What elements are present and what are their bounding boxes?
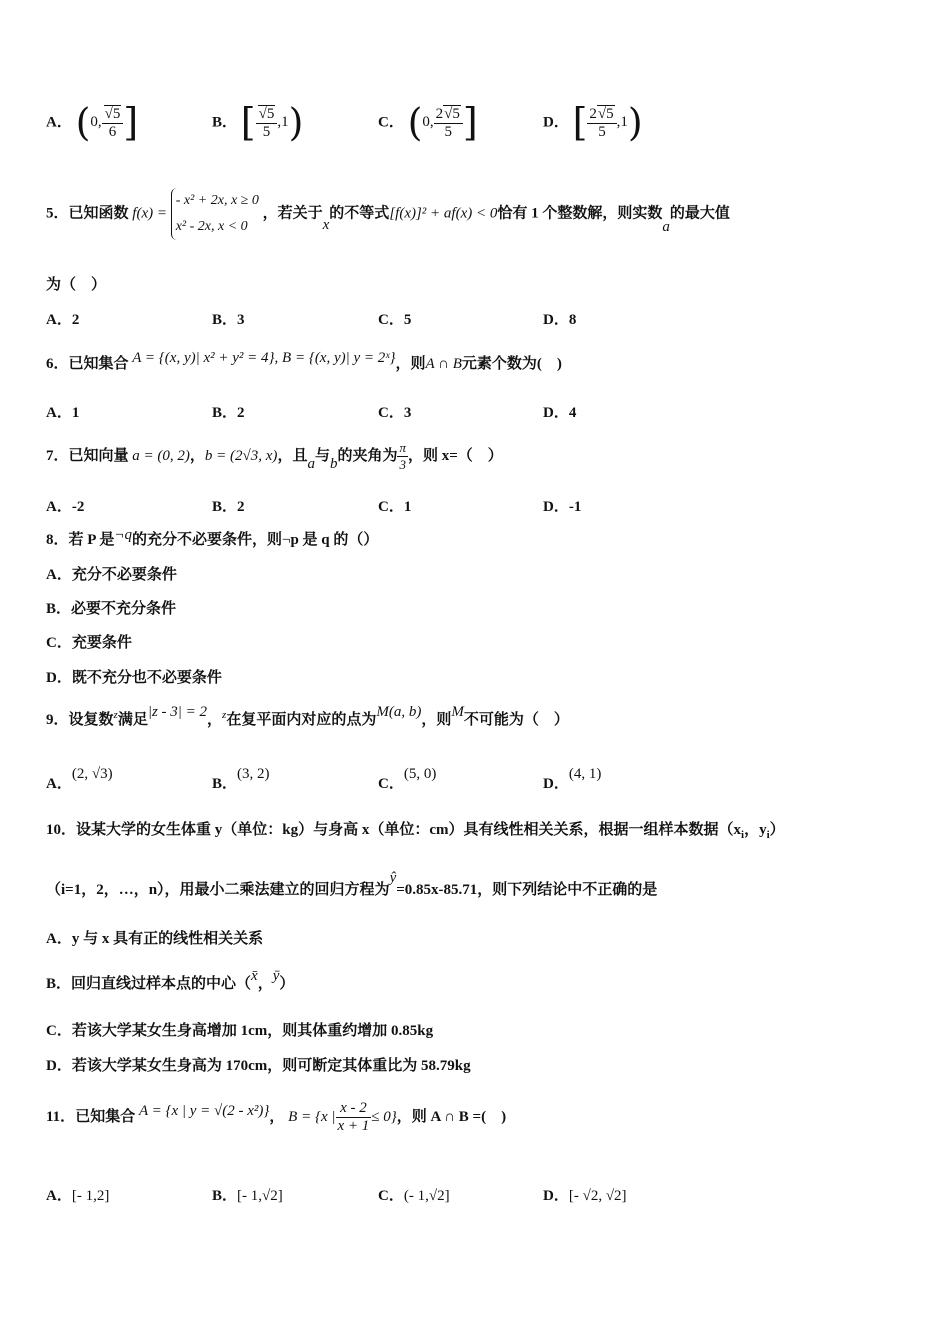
option-label: B． bbox=[212, 312, 238, 328]
q6-stem bbox=[46, 352, 562, 373]
q10-subscript: i bbox=[766, 829, 770, 841]
q8-option-c[interactable] bbox=[46, 631, 132, 652]
q11-fraction bbox=[336, 1100, 372, 1135]
q7-option-d[interactable] bbox=[543, 495, 581, 516]
option-label: A． bbox=[46, 405, 72, 421]
q11-frac-den: x + 1 bbox=[337, 1118, 370, 1134]
q6-option-a[interactable] bbox=[46, 401, 79, 422]
q5-text: 的最大值 bbox=[669, 205, 730, 222]
question-number: 7． bbox=[46, 447, 69, 464]
q10-yhat: ŷ bbox=[389, 870, 397, 886]
option-label: A． bbox=[46, 114, 72, 131]
q4-option-b-math: [ $\frac{√5}{5}$ ,1) bbox=[240, 101, 304, 145]
q10-text: 设某大学的女生体重 y（单位：kg）与身高 x（单位：cm）具有线性相关关系，根据一组样本数据（x bbox=[76, 822, 742, 838]
option-label: D． bbox=[543, 499, 569, 515]
q9-text: 不可能为（ ） bbox=[463, 712, 569, 728]
option-text: B．回归直线过样本点的中心（ bbox=[46, 976, 252, 992]
q4-option-c-math: (0, $\frac{2√5}{5}$ ] bbox=[407, 101, 478, 145]
q10-stem-line2 bbox=[46, 870, 658, 899]
option-text: 8 bbox=[568, 312, 577, 328]
option-text: [- √2, √2] bbox=[568, 1188, 627, 1204]
q11-option-d[interactable] bbox=[543, 1184, 627, 1205]
option-label: D． bbox=[46, 670, 72, 686]
q8-option-b[interactable] bbox=[46, 597, 176, 618]
q9-point: M(a, b) bbox=[376, 704, 422, 720]
option-text: 必要不充分条件 bbox=[71, 601, 177, 617]
q7-var-b: b bbox=[329, 455, 338, 472]
option-text: 3 bbox=[237, 312, 245, 328]
q7-text: 与 bbox=[314, 447, 330, 464]
q4-option-a-math: (0, $\frac{√5}{6}$ ] bbox=[75, 101, 139, 145]
option-text: [- 1,2] bbox=[71, 1188, 110, 1204]
q8-text: p 是 q 的（） bbox=[290, 532, 379, 548]
q5-text: ，若关于 bbox=[262, 205, 323, 222]
option-label: C． bbox=[378, 114, 404, 131]
option-text: (5, 0) bbox=[403, 766, 437, 782]
q11-stem bbox=[46, 1100, 506, 1135]
q7-stem bbox=[46, 440, 503, 473]
q5-option-d[interactable] bbox=[543, 308, 576, 329]
q11-option-c[interactable] bbox=[378, 1184, 450, 1205]
option-text: (- 1,√2] bbox=[403, 1188, 450, 1204]
q7-text: ， bbox=[189, 447, 205, 464]
q6-lead: 已知集合 bbox=[68, 356, 129, 372]
option-text: ， bbox=[257, 976, 273, 992]
q5-option-a[interactable] bbox=[46, 308, 79, 329]
option-label: A． bbox=[46, 499, 72, 515]
option-label: C． bbox=[378, 776, 404, 792]
q7-angle-den: 3 bbox=[399, 457, 406, 472]
option-text: [- 1,√2] bbox=[237, 1188, 283, 1204]
option-label: B． bbox=[46, 601, 72, 617]
option-text: 2 bbox=[237, 405, 245, 421]
q8-option-a[interactable] bbox=[46, 563, 177, 584]
q7-vector-b: b = (2√3, x) bbox=[204, 447, 278, 464]
option-text: 1 bbox=[71, 405, 80, 421]
q9-text: ，则 bbox=[421, 712, 452, 728]
option-label: C． bbox=[378, 499, 404, 515]
q10-option-c[interactable]: C．若该大学某女生身高增加 1cm，则其体重约增加 0.85kg bbox=[46, 1023, 434, 1039]
q5-stem bbox=[46, 188, 730, 240]
q8-text: 的充分不必要条件，则 bbox=[131, 532, 282, 548]
q4-option-d-math: [ $\frac{2√5}{5}$ ,1) bbox=[572, 101, 643, 145]
q5-lead: 已知函数 bbox=[68, 205, 129, 222]
option-text: 充分不必要条件 bbox=[71, 567, 177, 583]
q5-piecewise bbox=[171, 188, 259, 240]
option-label: D． bbox=[543, 405, 569, 421]
q4-option-b[interactable] bbox=[212, 101, 304, 145]
q6-set-a: A = {(x, y)| x² + y² = 4} bbox=[132, 350, 275, 366]
q7-vector-a: a = (0, 2) bbox=[132, 447, 190, 464]
q5-var-x: x bbox=[322, 217, 330, 234]
option-label: B． bbox=[212, 114, 238, 131]
option-text: (2, √3) bbox=[71, 766, 113, 782]
option-label: B． bbox=[212, 776, 238, 792]
option-text: 2 bbox=[71, 312, 80, 328]
option-label: A． bbox=[46, 312, 72, 328]
q9-text: 在复平面内对应的点为 bbox=[226, 712, 377, 728]
option-label: C． bbox=[378, 312, 404, 328]
q6-set-b: , B = {(x, y)| y = 2ˣ} bbox=[274, 350, 396, 366]
option-label: D． bbox=[543, 312, 569, 328]
q5-option-c[interactable] bbox=[378, 308, 411, 329]
q9-option-d[interactable] bbox=[543, 762, 602, 792]
option-label: C． bbox=[378, 1188, 404, 1204]
q10-text: ，y bbox=[744, 822, 767, 838]
option-text: 既不充分也不必要条件 bbox=[71, 670, 222, 686]
q7-text: ，则 x=（ ） bbox=[408, 447, 503, 464]
q10-option-a[interactable]: A．y 与 x 具有正的线性相关关系 bbox=[46, 931, 264, 947]
option-label: A． bbox=[46, 1188, 72, 1204]
option-text: -1 bbox=[568, 499, 582, 515]
q8-not-symbol: ¬ bbox=[282, 532, 291, 548]
q10-text: ） bbox=[769, 822, 785, 838]
q5-piece1: - x² + 2x, x ≥ 0 bbox=[175, 193, 259, 208]
option-label: A． bbox=[46, 567, 72, 583]
q6-intersection: A ∩ B bbox=[425, 356, 462, 372]
q8-stem bbox=[46, 528, 378, 549]
q4-option-c[interactable] bbox=[378, 101, 478, 145]
q9-text: ， bbox=[207, 712, 223, 728]
q11-set-a: A = {x | y = √(2 - x²)} bbox=[138, 1102, 270, 1119]
q9-lead: 设复数 bbox=[68, 712, 114, 728]
option-text: 4 bbox=[568, 405, 577, 421]
option-label: D． bbox=[543, 114, 569, 131]
q11-option-b[interactable] bbox=[212, 1184, 283, 1205]
option-label: D． bbox=[543, 776, 569, 792]
q11-set-b-end: ≤ 0} bbox=[371, 1108, 397, 1125]
q7-text: 的夹角为 bbox=[337, 447, 398, 464]
option-text: 3 bbox=[403, 405, 412, 421]
option-text: (4, 1) bbox=[568, 766, 602, 782]
q5-text: 的不等式 bbox=[329, 205, 390, 222]
q8-option-d[interactable] bbox=[46, 666, 222, 687]
option-label: B． bbox=[212, 499, 238, 515]
q5-func-name: f(x) = bbox=[132, 205, 167, 222]
q10-stem-line1 bbox=[46, 818, 785, 841]
option-text: 1 bbox=[403, 499, 412, 515]
q10-text: （i=1，2，…，n），用最小二乘法建立的回归方程为 bbox=[46, 882, 390, 898]
q6-text: 元素个数为( ) bbox=[461, 356, 562, 372]
q10-subscript: i bbox=[741, 829, 745, 841]
q10-option-d[interactable]: D．若该大学某女生身高为 170cm，则可断定其体重比为 58.79kg bbox=[46, 1058, 471, 1074]
option-label: C． bbox=[46, 635, 72, 651]
question-number: 5． bbox=[46, 205, 69, 222]
q11-set-b-start: B = {x | bbox=[288, 1108, 336, 1125]
q10-text: =0.85x-85.71，则下列结论中不正确的是 bbox=[396, 882, 658, 898]
q7-lead: 已知向量 bbox=[68, 447, 129, 464]
option-label: B． bbox=[212, 1188, 238, 1204]
question-number: 6． bbox=[46, 356, 69, 372]
q9-condition: |z - 3| = 2 bbox=[147, 704, 208, 720]
q11-text: ， bbox=[269, 1108, 285, 1125]
q6-option-b[interactable] bbox=[212, 401, 245, 422]
q9-text: 满足 bbox=[117, 712, 148, 728]
q6-text: ，则 bbox=[395, 356, 426, 372]
q5-text: 恰有 1 个整数解，则实数 bbox=[497, 205, 663, 222]
question-number: 8． bbox=[46, 532, 69, 548]
option-text: 5 bbox=[403, 312, 412, 328]
option-text: ） bbox=[279, 976, 295, 992]
q9-var-z: z bbox=[113, 709, 118, 721]
option-text: 充要条件 bbox=[71, 635, 132, 651]
option-text: (3, 2) bbox=[237, 766, 270, 782]
q11-text: ，则 A ∩ B =( ) bbox=[396, 1108, 507, 1125]
q7-var-a: a bbox=[307, 455, 315, 472]
q7-option-b[interactable] bbox=[212, 495, 245, 516]
q6-option-c[interactable] bbox=[378, 401, 411, 422]
q9-stem bbox=[46, 704, 569, 729]
q11-frac-num: x - 2 bbox=[336, 1100, 372, 1118]
question-number: 9． bbox=[46, 712, 69, 728]
q5-piece2: x² - 2x, x < 0 bbox=[175, 219, 248, 234]
option-label: B． bbox=[212, 405, 238, 421]
q7-option-c[interactable] bbox=[378, 495, 411, 516]
q11-option-a[interactable] bbox=[46, 1184, 109, 1205]
q11-lead: 已知集合 bbox=[75, 1108, 136, 1125]
q9-option-b[interactable] bbox=[212, 762, 270, 792]
q8-text: 若 P 是 bbox=[68, 532, 115, 548]
q7-option-a[interactable] bbox=[46, 495, 84, 516]
q5-stem-cont: 为（ ） bbox=[46, 277, 107, 293]
q5-inequality: [f(x)]² + af(x) < 0 bbox=[389, 205, 498, 222]
q9-option-a[interactable] bbox=[46, 762, 113, 792]
q9-var-m: M bbox=[451, 704, 464, 720]
option-label: D． bbox=[543, 1188, 569, 1204]
question-number: 10． bbox=[46, 822, 77, 838]
question-number: 11． bbox=[46, 1108, 76, 1125]
q7-text: ，且 bbox=[277, 447, 308, 464]
q10-option-b[interactable] bbox=[46, 968, 295, 993]
q10-xbar: x̄ bbox=[251, 968, 258, 984]
q5-var-a: a bbox=[662, 219, 670, 236]
q9-var-z: z bbox=[222, 709, 227, 721]
q7-angle bbox=[397, 440, 408, 473]
q8-not-q: ¬q bbox=[114, 527, 132, 543]
q4-option-d[interactable] bbox=[543, 101, 643, 145]
option-text: 2 bbox=[237, 499, 245, 515]
option-text: -2 bbox=[71, 499, 85, 515]
q9-option-c[interactable] bbox=[378, 762, 437, 792]
q4-option-a[interactable] bbox=[46, 101, 139, 145]
option-label: C． bbox=[378, 405, 404, 421]
q6-option-d[interactable] bbox=[543, 401, 576, 422]
option-label: A． bbox=[46, 776, 72, 792]
q10-ybar: ȳ bbox=[272, 968, 280, 984]
q5-option-b[interactable] bbox=[212, 308, 245, 329]
q7-angle-num: π bbox=[399, 440, 406, 455]
